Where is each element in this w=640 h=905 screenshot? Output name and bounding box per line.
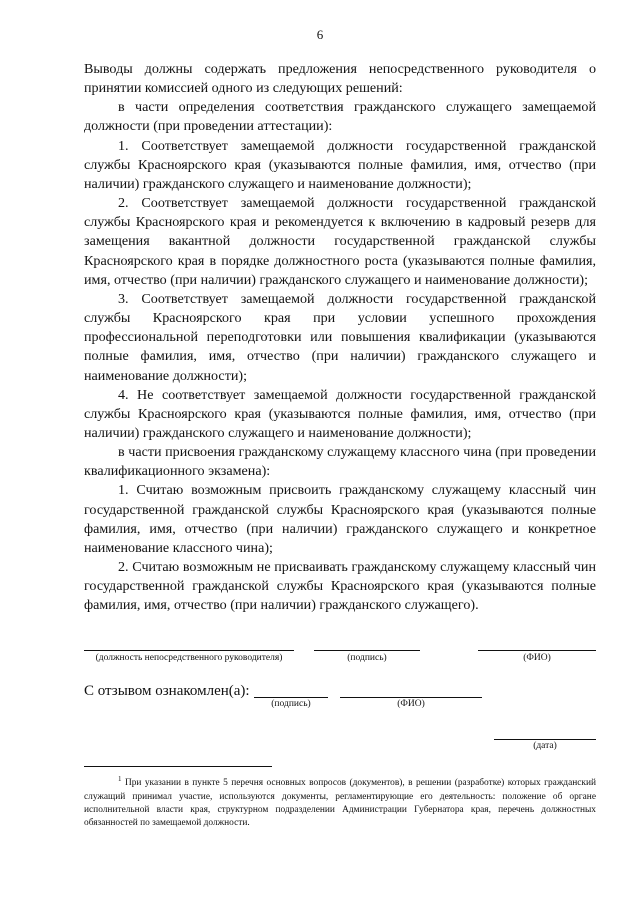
paragraph-option-4: 4. Не соответствует замещаемой должности государственной гражданской службы Красноярского края (указываются полные фамилия, имя, отчество (при наличии) гражданского служащего и наименование должности); bbox=[84, 386, 596, 441]
date-line bbox=[494, 739, 596, 740]
date-caption: (дата) bbox=[533, 741, 557, 751]
signature-caption: (подпись) bbox=[347, 653, 387, 663]
ack-name-caption: (ФИО) bbox=[397, 699, 425, 709]
acknowledgement-label: С отзывом ознакомлен(а): bbox=[84, 683, 250, 699]
footnote-text: При указании в пункте 5 перечня основных вопросов (документов), в решении (разработке) которых гражданский служащий принимал участие, используются документы, регламентирующие его деятельность: положение об органе исполнительной власти края, структурном подразделении Администрации Губернатора края, перечень должностных обязанностей по замещаемой должности. bbox=[84, 778, 596, 829]
footnote-marker: 1 bbox=[118, 775, 122, 783]
footnote-rule bbox=[84, 766, 272, 767]
signature-line bbox=[314, 650, 420, 651]
paragraph-option-3: 3. Соответствует замещаемой должности государственной гражданской службы Красноярского края при условии успешного прохождения профессиональной переподготовки или повышения квалификации (указываются полные фамилия, имя, отчество (при наличии) гражданского служащего и наименование должности); bbox=[84, 290, 596, 384]
document-body bbox=[84, 60, 596, 616]
ack-signature-line bbox=[254, 697, 328, 698]
paragraph-section-attestation: в части определения соответствия гражданского служащего замещаемой должности (при проведении аттестации): bbox=[84, 99, 596, 135]
ack-name-line bbox=[340, 697, 482, 698]
footnote bbox=[84, 773, 596, 831]
name-signature-line bbox=[478, 650, 596, 651]
name-caption: (ФИО) bbox=[523, 653, 551, 663]
ack-signature-caption: (подпись) bbox=[271, 699, 311, 709]
position-caption: (должность непосредственного руководителя) bbox=[95, 653, 283, 663]
paragraph-rank-option-2: 2. Считаю возможным не присваивать гражданскому служащему классный чин государственной гражданской службы Красноярского края (указываются полные фамилия, имя, отчество (при наличии) гражданского служащего). bbox=[84, 559, 596, 614]
paragraph-rank-option-1: 1. Считаю возможным присвоить гражданскому служащему классный чин государственной гражданской службы Красноярского края (указываются полные фамилия, имя, отчество (при наличии) гражданского служащего и конкретное наименование классного чина); bbox=[84, 482, 596, 556]
page-number: 6 bbox=[316, 27, 324, 42]
paragraph-section-class-rank: в части присвоения гражданскому служащему классного чина (при проведении квалификационного экзамена): bbox=[84, 444, 596, 480]
position-signature-line bbox=[84, 650, 294, 651]
paragraph-option-1: 1. Соответствует замещаемой должности государственной гражданской службы Красноярского края (указываются полные фамилия, имя, отчество (при наличии) гражданского служащего и наименование должности); bbox=[84, 137, 596, 192]
paragraph-option-2: 2. Соответствует замещаемой должности государственной гражданской службы Красноярского края и рекомендуется к включению в кадровый резерв для замещения вакантной должности государственной гражданской службы Красноярского края в порядке должностного роста (указываются полные фамилия, имя, отчество (при наличии) гражданского служащего и наименование должности); bbox=[84, 195, 596, 288]
paragraph-intro: Выводы должны содержать предложения непосредственного руководителя о принятии комиссией одного из следующих решений: bbox=[84, 61, 596, 97]
